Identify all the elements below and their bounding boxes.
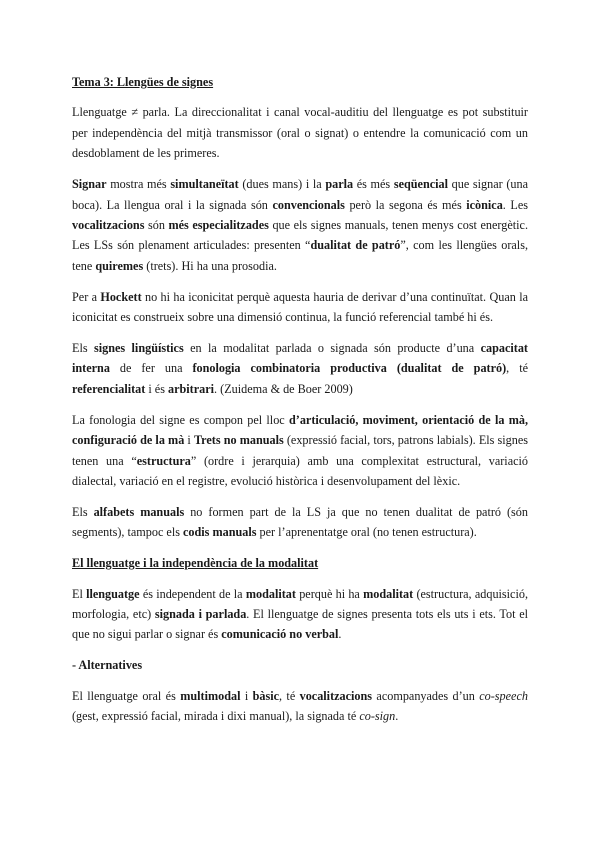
text-run: que signar (una boca). La llengua oral i la signada són — [72, 177, 528, 212]
page-title: Tema 3: Llengües de signes — [72, 75, 214, 89]
text-run: (expressió facial, tors, patrons labials). Els signes tenen una “ — [72, 433, 528, 468]
text-run: és més — [353, 177, 394, 192]
text-run: no formen part de la LS ja que no tenen dualitat de patró (són segments), tampoc els — [72, 504, 528, 540]
bold-text: quiremes — [95, 258, 144, 273]
text-run: . — [338, 627, 342, 642]
bold-text: icònica — [466, 197, 503, 212]
text-run: són — [144, 217, 169, 232]
document-page — [72, 62, 528, 737]
section-3-body — [72, 686, 528, 727]
bold-text: fonologia combinatoria productiva (dualitat de patró) — [192, 361, 507, 376]
bold-text: signes lingüístics — [93, 340, 184, 355]
paragraph — [72, 287, 528, 328]
text-run: . — [395, 709, 399, 724]
paragraph — [72, 686, 528, 727]
bold-text: comunicació no verbal — [221, 627, 339, 642]
section-1-body — [72, 102, 528, 542]
bold-text: capacitat interna — [72, 340, 528, 376]
text-run: (estructura, adquisició, morfologia, etc) — [72, 586, 528, 621]
text-run: (dues mans) i la — [238, 177, 326, 192]
paragraph — [72, 174, 528, 276]
text-run: en la modalitat parlada o signada són producte d’una — [183, 340, 481, 355]
text-run: El — [72, 586, 87, 601]
text-run: Llenguatge ≠ parla. La direccionalitat i canal vocal-auditiu del llenguatge es pot substituir per independència del mitjà transmissor (oral o signat) o entendre la comunicació com un desdoblament de les primeres. — [72, 105, 528, 161]
text-run: Els — [72, 340, 94, 355]
bold-text: modalitat — [245, 586, 296, 601]
bold-text: bàsic — [252, 688, 280, 703]
bold-text: d’articulació, moviment, orientació de la mà, configuració de la mà — [72, 412, 529, 448]
bold-text: estructura — [136, 453, 191, 468]
text-run: acompanyades d’un — [372, 688, 480, 703]
section-heading: El llenguatge i la independència de la modalitat — [72, 556, 319, 571]
bold-text: Signar — [72, 177, 107, 192]
text-run: que els signes manuals, tenen menys cost energètic. Les LSs són plenament articulades: presenten “ — [72, 217, 528, 253]
text-run: és independent de la — [139, 586, 246, 601]
bold-text: multimodal — [180, 688, 241, 703]
text-run: però la segona és més — [344, 197, 467, 212]
bold-text: vocalitzacions — [299, 688, 373, 703]
text-run: per l’aprenentatge oral (no tenen estructura). — [256, 525, 477, 540]
bold-text: dualitat de patró — [310, 238, 401, 253]
italic-text: co-speech — [479, 688, 528, 703]
paragraph — [72, 410, 528, 492]
bold-text: vocalitzacions — [72, 217, 145, 232]
text-run: El llenguatge oral és — [72, 688, 181, 703]
paragraph — [72, 584, 528, 645]
bold-text: arbitrari — [168, 381, 215, 396]
bold-text: referencialitat — [72, 381, 146, 396]
bold-text: més especialitzades — [168, 217, 269, 232]
text-run: Els — [72, 504, 94, 519]
bold-text: signada i parlada — [154, 606, 247, 621]
text-run: ”, com les llengües orals, tene — [72, 238, 528, 273]
text-run: (trets). Hi ha una prosodia. — [143, 258, 277, 273]
text-run: mostra més — [106, 177, 171, 192]
text-run: . (Zuidema & de Boer 2009) — [214, 381, 353, 396]
text-run: Per a — [72, 289, 101, 304]
text-run: . El llenguatge de signes presenta tots els uts i ets. Tot el que no sigui parlar o signar és — [72, 606, 528, 642]
bold-text: Hockett — [100, 289, 142, 304]
bold-text: convencionals — [272, 197, 345, 212]
text-run: , té — [279, 688, 300, 703]
text-run: i — [184, 433, 194, 448]
bold-text: simultaneïtat — [170, 177, 239, 192]
paragraph — [72, 102, 528, 163]
paragraph — [72, 338, 528, 399]
text-run: no hi ha iconicitat perquè aquesta hauria de derivar d’una continuïtat. Quan la iconicitat es construeix sobre una dimensió continua, la funció referencial també hi és. — [72, 289, 528, 325]
bold-text: codis manuals — [183, 525, 257, 540]
text-run: ” (ordre i jerarquia) amb una complexitat estructural, variació dialectal, variació en el registre, evolució històrica i desenvolupament del lèxic. — [72, 453, 528, 488]
bold-text: parla — [325, 177, 354, 192]
text-run: i — [240, 688, 253, 703]
bold-text: llenguatge — [86, 586, 140, 601]
bold-text: Trets no manuals — [193, 433, 284, 448]
text-run: de fer una — [109, 361, 193, 376]
text-run: . Les — [502, 197, 528, 212]
section-2-body — [72, 584, 528, 645]
bold-text: modalitat — [363, 586, 414, 601]
text-run: perquè hi ha — [295, 586, 364, 601]
text-run: (gest, expressió facial, mirada i dixi manual), la signada té — [72, 709, 360, 724]
italic-text: co-sign — [359, 709, 396, 724]
bold-text: seqüencial — [393, 177, 448, 192]
bold-text: alfabets manuals — [93, 504, 185, 519]
text-run: i és — [145, 381, 169, 396]
subheading: - Alternatives — [72, 658, 143, 673]
text-run: La fonologia del signe es compon pel lloc — [72, 412, 289, 427]
text-run: , té — [506, 361, 528, 376]
paragraph — [72, 502, 528, 543]
